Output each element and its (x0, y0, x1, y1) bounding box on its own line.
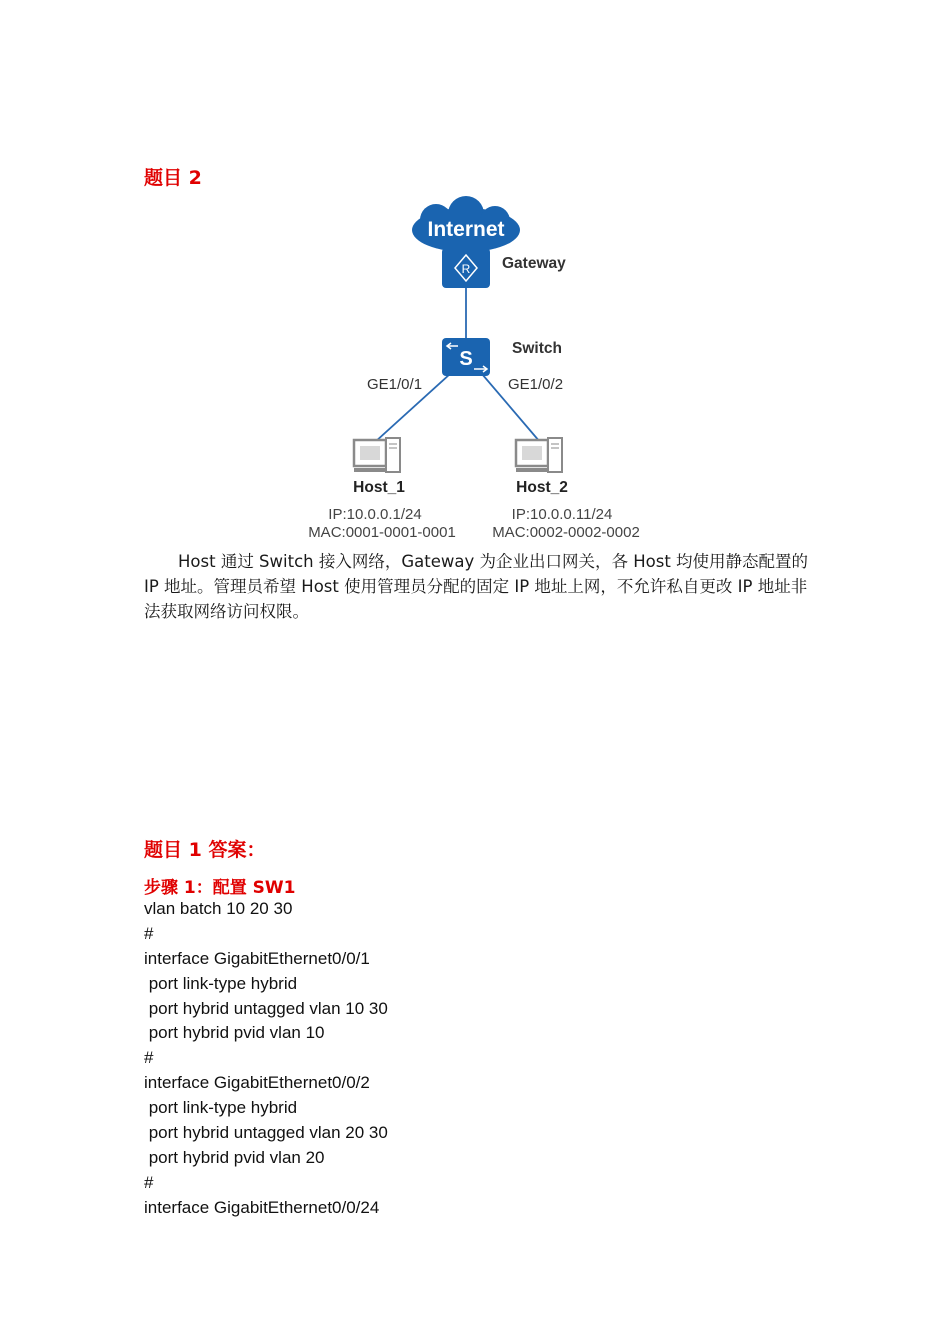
config-line: interface GigabitEthernet0/0/1 (144, 948, 370, 968)
host1-mac: MAC:0001-0001-0001 (308, 524, 456, 541)
config-line: interface GigabitEthernet0/0/24 (144, 1197, 380, 1217)
config-line: port link-type hybrid (144, 1098, 298, 1118)
description-text: Host 通过 Switch 接入网络，Gateway 为企业出口网关，各 Host 均使用静态配置的 IP 地址。管理员希望 Host 使用管理员分配的固定 IP 地址上网，不允许私自更改 IP 地址非法获取网络访问权限。 (144, 552, 809, 621)
config-line: # (144, 923, 154, 943)
gateway-label: Gateway (502, 255, 566, 272)
host-pc-icon (516, 438, 562, 472)
scenario-description (144, 549, 814, 624)
switch-label: Switch (512, 340, 562, 357)
host2-name: Host_2 (516, 479, 568, 496)
host1-name: Host_1 (353, 479, 405, 496)
network-topology-diagram (290, 196, 670, 546)
host2-ip: IP:10.0.0.11/24 (511, 506, 613, 523)
question-2-heading: 题目 2 (144, 167, 202, 189)
step-1-heading: 步骤 1：配置 SW1 (144, 878, 296, 898)
switch-symbol: S (459, 348, 473, 370)
config-line: port link-type hybrid (144, 973, 298, 993)
config-line: vlan batch 10 20 30 (144, 899, 293, 918)
host-pc-icon (354, 438, 400, 472)
port-right-label: GE1/0/2 (508, 376, 564, 393)
answer-1-heading: 题目 1 答案： (144, 839, 266, 861)
config-code-block (144, 897, 388, 1221)
config-line: port hybrid untagged vlan 10 30 (144, 998, 388, 1018)
config-line: port hybrid pvid vlan 20 (144, 1147, 325, 1167)
config-line: interface GigabitEthernet0/0/2 (144, 1073, 370, 1093)
internet-label: Internet (427, 218, 505, 241)
host2-mac: MAC:0002-0002-0002 (492, 524, 640, 541)
config-line: port hybrid pvid vlan 10 (144, 1023, 325, 1043)
config-line: # (144, 1048, 154, 1068)
port-left-label: GE1/0/1 (367, 376, 423, 393)
router-symbol: R (461, 262, 471, 276)
host1-ip: IP:10.0.0.1/24 (328, 506, 422, 523)
config-line: port hybrid untagged vlan 20 30 (144, 1123, 388, 1143)
config-line: # (144, 1172, 154, 1192)
